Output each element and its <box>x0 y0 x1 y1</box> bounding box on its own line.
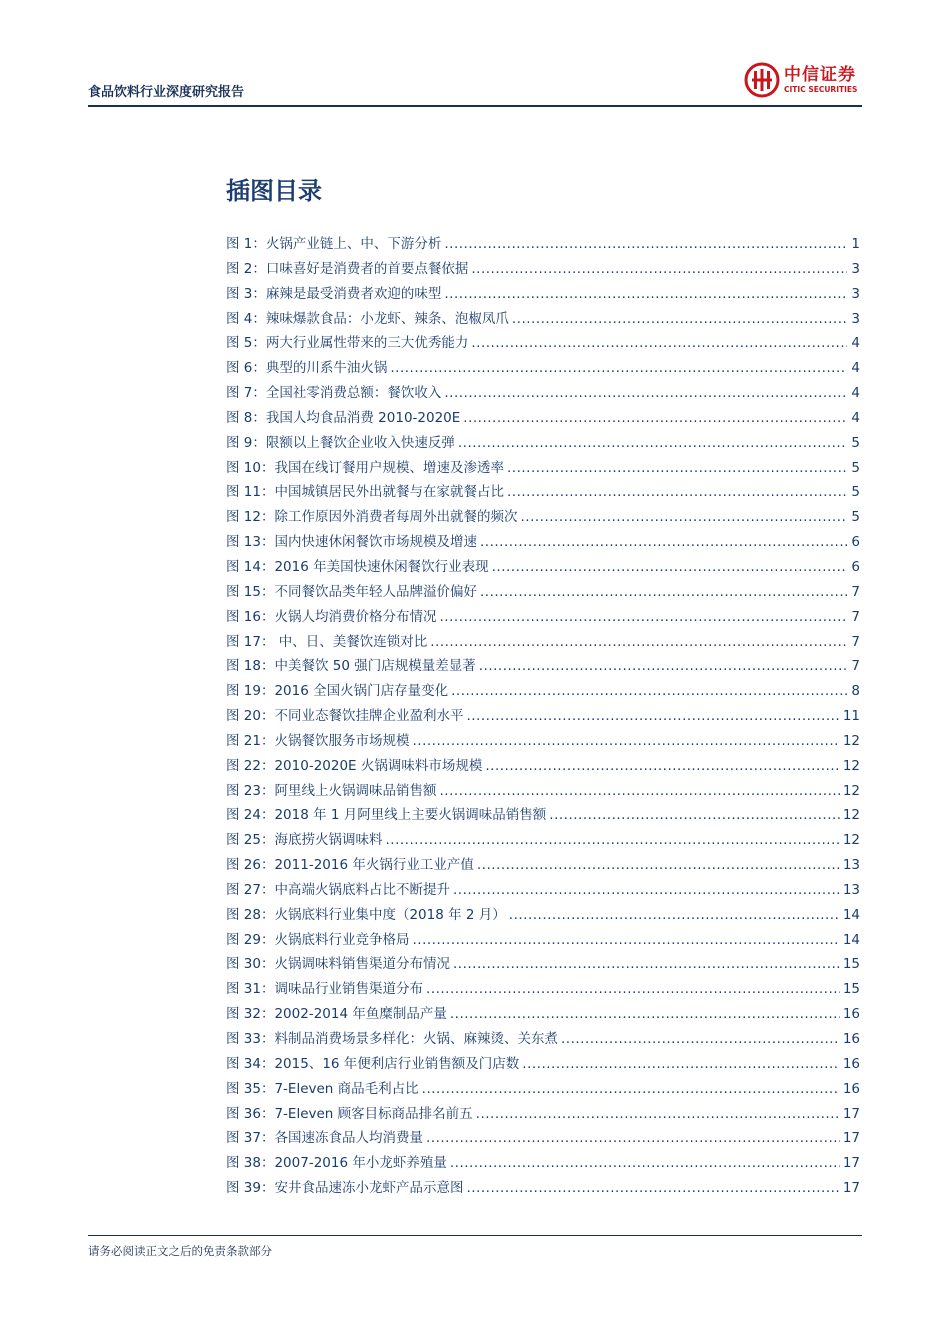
figure-list <box>226 232 860 1201</box>
citic-logo-icon <box>744 62 780 98</box>
toc-entry-text: 图 34：2015、16 年便利店行业销售额及门店数 <box>226 1055 520 1072</box>
toc-entry-text: 图 13：国内快速休闲餐饮市场规模及增速 <box>226 534 477 551</box>
toc-entry-text: 图 30：火锅调味料销售渠道分布情况 <box>226 956 450 973</box>
toc-entry-page: 16 <box>842 1006 860 1023</box>
footer-divider <box>88 1235 862 1236</box>
toc-leader-dots <box>476 1102 840 1127</box>
citic-logo <box>744 62 864 98</box>
toc-entry-page: 4 <box>851 385 860 402</box>
toc-entry-page: 13 <box>842 881 860 898</box>
toc-entry-text: 图 15：不同餐饮品类年轻人品牌溢价偏好 <box>226 583 477 600</box>
toc-leader-dots <box>561 1027 840 1052</box>
toc-entry-page: 12 <box>842 782 860 799</box>
toc-entry[interactable] <box>226 257 860 282</box>
toc-entry-text: 图 12：除工作原因外消费者每周外出就餐的频次 <box>226 509 518 526</box>
toc-entry-text: 图 37：各国速冻食品人均消费量 <box>226 1130 423 1147</box>
toc-entry-page: 8 <box>851 683 860 700</box>
toc-entry[interactable] <box>226 779 860 804</box>
report-header-title: 食品饮料行业深度研究报告 <box>88 85 245 100</box>
toc-entry-page: 4 <box>851 360 860 377</box>
toc-entry[interactable] <box>226 406 860 431</box>
toc-entry-page: 3 <box>851 260 860 277</box>
toc-entry-page: 7 <box>851 583 860 600</box>
toc-entry-page: 13 <box>842 857 860 874</box>
toc-entry-text: 图 7：全国社零消费总额：餐饮收入 <box>226 385 442 402</box>
toc-entry-page: 5 <box>851 484 860 501</box>
toc-leader-dots <box>480 530 847 555</box>
toc-leader-dots <box>453 952 840 977</box>
toc-entry-text: 图 22：2010-2020E 火锅调味料市场规模 <box>226 757 483 774</box>
toc-leader-dots <box>444 381 847 406</box>
toc-entry[interactable] <box>226 1151 860 1176</box>
header-divider <box>88 105 862 107</box>
toc-leader-dots <box>480 580 847 605</box>
toc-entry-page: 15 <box>842 956 860 973</box>
toc-entry-page: 17 <box>842 1130 860 1147</box>
toc-entry[interactable] <box>226 1126 860 1151</box>
toc-entry[interactable] <box>226 1052 860 1077</box>
toc-entry-text: 图 39：安井食品速冻小龙虾产品示意图 <box>226 1180 464 1197</box>
toc-entry-page: 14 <box>842 931 860 948</box>
toc-entry-page: 12 <box>842 732 860 749</box>
toc-entry-text: 图 4：辣味爆款食品：小龙虾、辣条、泡椒凤爪 <box>226 310 509 327</box>
toc-leader-dots <box>422 1077 840 1102</box>
toc-entry-text: 图 3：麻辣是最受消费者欢迎的味型 <box>226 285 442 302</box>
toc-entry[interactable] <box>226 853 860 878</box>
toc-leader-dots <box>471 331 847 356</box>
toc-entry-page: 3 <box>851 285 860 302</box>
toc-entry[interactable] <box>226 754 860 779</box>
toc-entry-text: 图 10：我国在线订餐用户规模、增速及渗透率 <box>226 459 504 476</box>
toc-entry-page: 12 <box>842 757 860 774</box>
toc-entry[interactable] <box>226 456 860 481</box>
toc-entry[interactable] <box>226 530 860 555</box>
toc-entry-text: 图 25：海底捞火锅调味料 <box>226 832 383 849</box>
toc-entry-page: 7 <box>851 658 860 675</box>
toc-leader-dots <box>522 1052 840 1077</box>
toc-entry-text: 图 16：火锅人均消费价格分布情况 <box>226 608 437 625</box>
toc-entry-page: 11 <box>842 708 860 725</box>
toc-entry[interactable] <box>226 307 860 332</box>
toc-entry-page: 15 <box>842 981 860 998</box>
toc-entry-page: 16 <box>842 1031 860 1047</box>
toc-entry-text: 图 1：火锅产业链上、中、下游分析 <box>226 236 442 252</box>
toc-entry[interactable] <box>226 630 860 655</box>
toc-entry[interactable] <box>226 654 860 679</box>
toc-entry-text: 图 20：不同业态餐饮挂牌企业盈利水平 <box>226 708 464 725</box>
toc-entry-text: 图 8：我国人均食品消费 2010-2020E <box>226 409 461 426</box>
toc-leader-dots <box>444 232 847 257</box>
toc-leader-dots <box>509 903 840 928</box>
toc-leader-dots <box>426 1126 840 1151</box>
toc-entry[interactable] <box>226 555 860 580</box>
toc-leader-dots <box>477 853 840 878</box>
toc-entry-text: 图 38：2007-2016 年小龙虾养殖量 <box>226 1155 447 1172</box>
toc-entry-page: 17 <box>842 1180 860 1197</box>
toc-entry[interactable] <box>226 977 860 1002</box>
logo-name-en: CITIC SECURITIES <box>784 84 858 94</box>
toc-entry-page: 5 <box>851 509 860 526</box>
toc-entry[interactable] <box>226 928 860 953</box>
toc-entry-page: 17 <box>842 1105 860 1122</box>
toc-entry[interactable] <box>226 878 860 903</box>
toc-entry-page: 17 <box>842 1155 860 1172</box>
toc-entry-page: 14 <box>842 906 860 923</box>
toc-entry-text: 图 31：调味品行业销售渠道分布 <box>226 981 423 998</box>
toc-leader-dots <box>385 828 839 853</box>
toc-entry-page: 6 <box>851 558 860 575</box>
toc-entry[interactable] <box>226 381 860 406</box>
toc-entry-page: 12 <box>842 832 860 849</box>
toc-entry[interactable] <box>226 580 860 605</box>
toc-entry[interactable] <box>226 356 860 381</box>
toc-entry-text: 图 26：2011-2016 年火锅行业工业产值 <box>226 857 474 874</box>
toc-leader-dots <box>507 480 847 505</box>
toc-entry[interactable] <box>226 803 860 828</box>
toc-entry-text: 图 14：2016 年美国快速休闲餐饮行业表现 <box>226 558 489 575</box>
toc-title: 插图目录 <box>226 177 322 205</box>
logo-name-cn: 中信证券 <box>784 64 856 85</box>
toc-entry-text: 图 11：中国城镇居民外出就餐与在家就餐占比 <box>226 484 504 501</box>
toc-entry-text: 图 36：7-Eleven 顾客目标商品排名前五 <box>226 1105 473 1122</box>
disclaimer-note: 请务必阅读正文之后的免责条款部分 <box>88 1244 272 1258</box>
toc-entry-text: 图 9：限额以上餐饮企业收入快速反弹 <box>226 434 455 451</box>
toc-leader-dots <box>549 803 840 828</box>
toc-entry[interactable] <box>226 729 860 754</box>
toc-entry-text: 图 2：口味喜好是消费者的首要点餐依据 <box>226 260 469 277</box>
toc-entry[interactable] <box>226 1027 860 1052</box>
toc-entry[interactable] <box>226 1002 860 1027</box>
toc-entry-page: 16 <box>842 1080 860 1097</box>
toc-entry-page: 16 <box>842 1055 860 1072</box>
toc-leader-dots <box>450 1151 840 1176</box>
toc-entry-text: 图 5：两大行业属性带来的三大优秀能力 <box>226 335 469 352</box>
toc-leader-dots <box>512 307 847 332</box>
toc-entry-text: 图 32：2002-2014 年鱼糜制品产量 <box>226 1006 447 1023</box>
toc-entry-text: 图 24：2018 年 1 月阿里线上主要火锅调味品销售额 <box>226 807 547 824</box>
toc-entry-page: 12 <box>842 807 860 824</box>
toc-entry-page: 4 <box>851 335 860 352</box>
toc-leader-dots <box>466 1176 839 1201</box>
toc-leader-dots <box>479 654 847 679</box>
toc-leader-dots <box>451 679 847 704</box>
toc-leader-dots <box>450 1002 840 1027</box>
toc-leader-dots <box>412 928 839 953</box>
toc-entry[interactable] <box>226 679 860 704</box>
toc-entry-page: 3 <box>851 310 860 327</box>
toc-entry[interactable] <box>226 431 860 456</box>
toc-entry[interactable] <box>226 828 860 853</box>
toc-leader-dots <box>463 406 847 431</box>
toc-entry[interactable] <box>226 282 860 307</box>
toc-entry-text: 图 35：7-Eleven 商品毛利占比 <box>226 1080 419 1097</box>
toc-entry-page: 4 <box>851 409 860 426</box>
toc-leader-dots <box>520 505 847 530</box>
toc-leader-dots <box>471 257 847 282</box>
toc-entry-text: 图 17： 中、日、美餐饮连锁对比 <box>226 633 428 650</box>
toc-leader-dots <box>439 605 847 630</box>
toc-entry[interactable] <box>226 505 860 530</box>
toc-entry[interactable] <box>226 605 860 630</box>
toc-leader-dots <box>485 754 839 779</box>
toc-entry-page: 6 <box>851 534 860 551</box>
toc-leader-dots <box>439 779 839 804</box>
toc-entry-page: 1 <box>851 236 860 252</box>
toc-leader-dots <box>444 282 847 307</box>
toc-leader-dots <box>426 977 840 1002</box>
toc-leader-dots <box>466 704 839 729</box>
toc-entry-text: 图 29：火锅底料行业竞争格局 <box>226 931 410 948</box>
toc-entry[interactable] <box>226 1102 860 1127</box>
toc-entry-text: 图 18：中美餐饮 50 强门店规模量差显著 <box>226 658 476 675</box>
toc-entry[interactable] <box>226 480 860 505</box>
toc-entry[interactable] <box>226 903 860 928</box>
toc-entry-page: 7 <box>851 633 860 650</box>
toc-entry[interactable] <box>226 232 860 257</box>
toc-entry[interactable] <box>226 704 860 729</box>
toc-entry[interactable] <box>226 331 860 356</box>
toc-entry[interactable] <box>226 1176 860 1201</box>
toc-entry-text: 图 6：典型的川系牛油火锅 <box>226 360 388 377</box>
toc-entry-text: 图 33：料制品消费场景多样化：火锅、麻辣烫、关东煮 <box>226 1031 558 1047</box>
toc-entry-text: 图 27：中高端火锅底料占比不断提升 <box>226 881 450 898</box>
toc-leader-dots <box>430 630 847 655</box>
toc-entry-text: 图 28：火锅底料行业集中度（2018 年 2 月） <box>226 906 506 923</box>
toc-entry[interactable] <box>226 1077 860 1102</box>
toc-leader-dots <box>412 729 839 754</box>
toc-leader-dots <box>492 555 847 580</box>
toc-entry-page: 5 <box>851 434 860 451</box>
toc-leader-dots <box>453 878 840 903</box>
toc-entry[interactable] <box>226 952 860 977</box>
toc-leader-dots <box>390 356 847 381</box>
toc-entry-page: 7 <box>851 608 860 625</box>
toc-entry-page: 5 <box>851 459 860 476</box>
toc-leader-dots <box>507 456 847 481</box>
toc-entry-text: 图 19：2016 全国火锅门店存量变化 <box>226 683 449 700</box>
toc-entry-text: 图 23：阿里线上火锅调味品销售额 <box>226 782 437 799</box>
toc-leader-dots <box>458 431 847 456</box>
toc-entry-text: 图 21：火锅餐饮服务市场规模 <box>226 732 410 749</box>
